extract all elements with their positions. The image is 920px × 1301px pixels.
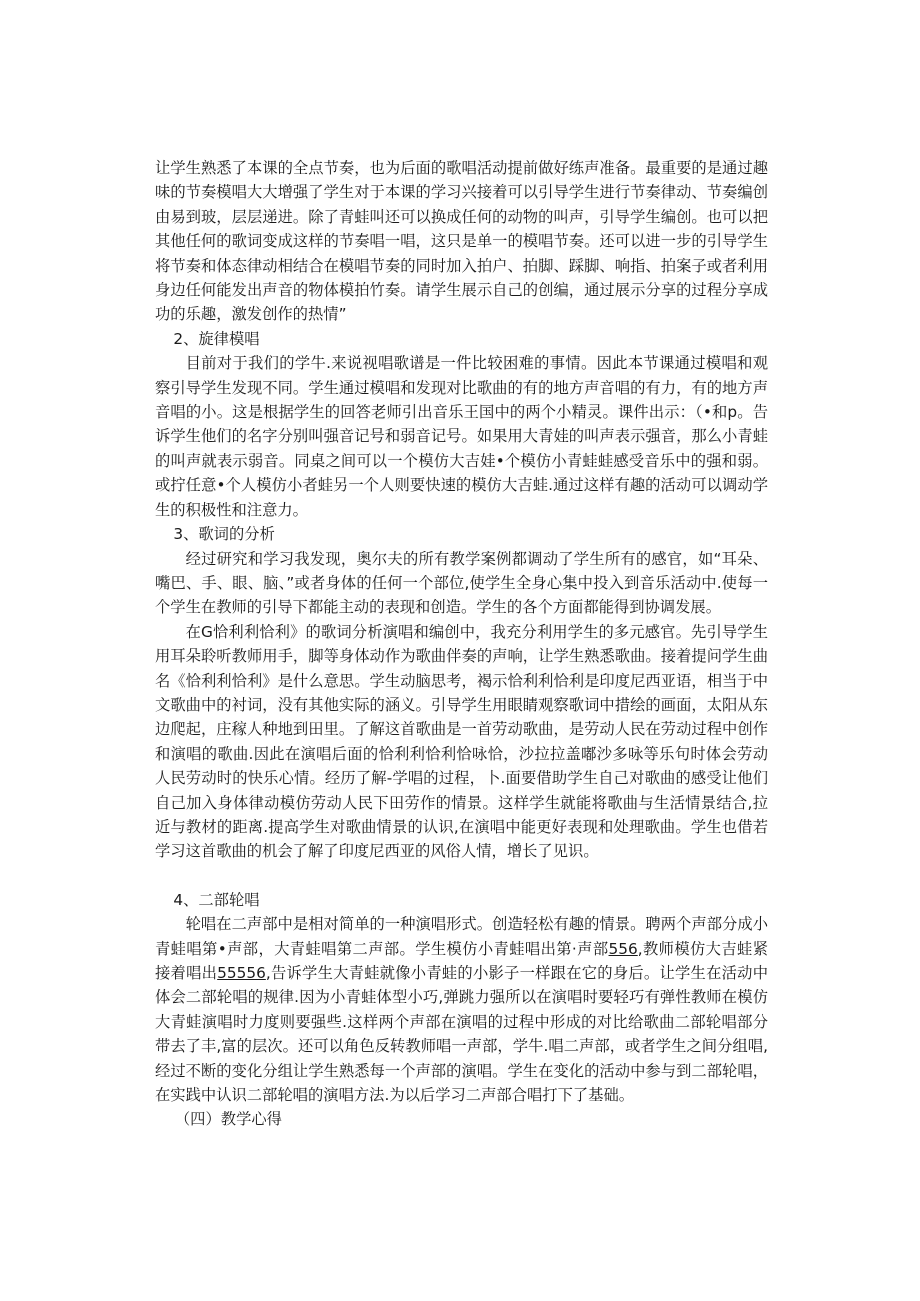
paragraph-melody: 目前对于我们的学牛.来说视唱歌谱是一件比较困难的事情。因此本节课通过模唱和观察引导学生发现不同。学生通过模唱和发现对比歌曲的有的地方声音唱的有力，有的地方声音唱的小。这是根据学生的回答老师引出音乐王国中的两个小精灵。课件出示：（•和p。告诉学生他们的名字分别叫强音记号和弱音记号。如果用大青娃的叫声表示强音，那么小青蛙的叫声就表示弱音。同桌之间可以一个模仿大吉娃•个模仿小青蛙蛙感受音乐中的强和弱。或拧任意•个人模仿小者蛙另一个人则要快速的模仿大吉蛙.通过这样有趣的活动可以调动学生的积极性和注意力。 (155, 354, 768, 519)
section-heading-melody: 2、旋律模唱 (173, 329, 260, 348)
paragraph-lyrics-intro: 经过研究和学习我发现，奥尔夫的所有教学案例都调动了学生所有的感官，如“耳朵、嘴巴、手、眼、脑、”或者身体的任何一个部位,使学生全身心集中投入到音乐活动中.使每一个学生在教师的引导下都能主动的表现和创造。学生的各个方面都能得到协调发展。 (155, 549, 768, 617)
paragraph-round-part-b: ,教师模仿大吉蛙紧接着唱出 (155, 939, 768, 982)
section-heading-lyrics: 3、歌词的分析 (173, 525, 275, 544)
paragraph-round (155, 912, 768, 1107)
paragraph-round-part-c: ,告诉学生大青蛙就像小青蛙的小影子一样跟在它的身后。让学生在活动中体会二部轮唱的规律.因为小青蛙体型小巧,弹跳力强所以在演唱时要轻巧有弹性教师在模仿大青蛙演唱时力度则要强些.这样两个声部在演唱的过程中形成的对比给歌曲二部轮唱部分带去了丰,富的层次。还可以角色反转教师唱一声部，学牛.唱二声部，或者学生之间分组唱,经过不断的变化分组让学生熟悉每一个声部的演唱。学生在变化的活动中参与到二部轮唱，在实践中认识二部轮唱的演唱方法.为以后学习二声部合唱打下了基础。 (155, 964, 768, 1105)
section-heading-round: 4、二部轮唱 (173, 890, 260, 909)
section-heading-reflection: （四）教学心得 (174, 1110, 282, 1129)
document-page (155, 156, 768, 1132)
paragraph-round-part-a: 轮唱在二声部中是相对简单的一种演唱形式。创造轻松有趣的情景。聘两个声部分成小青蛙唱第•声部，大青蛙唱第二声部。学生模仿小青蛙唱出第·声部 (155, 915, 768, 958)
notation-small-frog: 556 (608, 939, 638, 958)
paragraph-rhythm-summary: 让学生熟悉了本课的全点节奏，也为后面的歌唱活动提前做好练声准备。最重要的是通过趣味的节奏模唱大大增强了学生对于本课的学习兴接着可以引导学生进行节奏律动、节奏编创由易到玻，层层递进。除了青蛙叫还可以换成任何的动物的叫声，引导学生编创。也可以把其他任何的歌词变成这样的节奏唱一唱，这只是单一的模唱节奏。还可以进一步的引导学生将节奏和体态律动相结合在模唱节奏的同时加入拍户、拍脚、踩脚、响指、拍案子或者利用身边任何能发出声音的物体模拍竹奏。请学生展示自己的创编，通过展示分享的过程分享成功的乐趣，激发创作的热情” (155, 159, 768, 324)
blank-line (155, 864, 768, 888)
paragraph-lyrics-analysis: 在G恰利利恰利》的歌词分析演唱和编创中，我充分利用学生的多元感官。先引导学生用耳朵聆听教师用手，脚等身体动作为歌曲伴奏的声响，让学生熟悉歌曲。接着提问学生曲名《恰利利恰利》是什么意思。学生动脑思考，褐示恰利利恰利是印度尼西亚语，相当于中文歌曲中的衬词，没有其他实际的涵义。引导学生用眼睛观察歌词中措绘的画面，太阳从东边爬起，庄稼人种地到田里。了解这首歌曲是一首劳动歌曲，是劳动人民在劳动过程中创作和演唱的歌曲.因此在演唱后面的恰利利恰利恰咏恰，沙拉拉盖嘟沙多咏等乐句时体会劳动人民劳动时的快乐心情。经历了解-学唱的过程，卜.面要借助学生自己对歌曲的感受让他们自己加入身体律动模仿劳动人民下田劳作的情景。这样学生就能将歌曲与生活情景结合,拉近与教材的距离.提高学生对歌曲情景的认识,在演唱中能更好表现和处理歌曲。学生也借若学习这首歌曲的机会了解了印度尼西亚的风俗人情，增长了见识。 (155, 622, 768, 861)
notation-big-frog: 55556 (217, 964, 266, 982)
